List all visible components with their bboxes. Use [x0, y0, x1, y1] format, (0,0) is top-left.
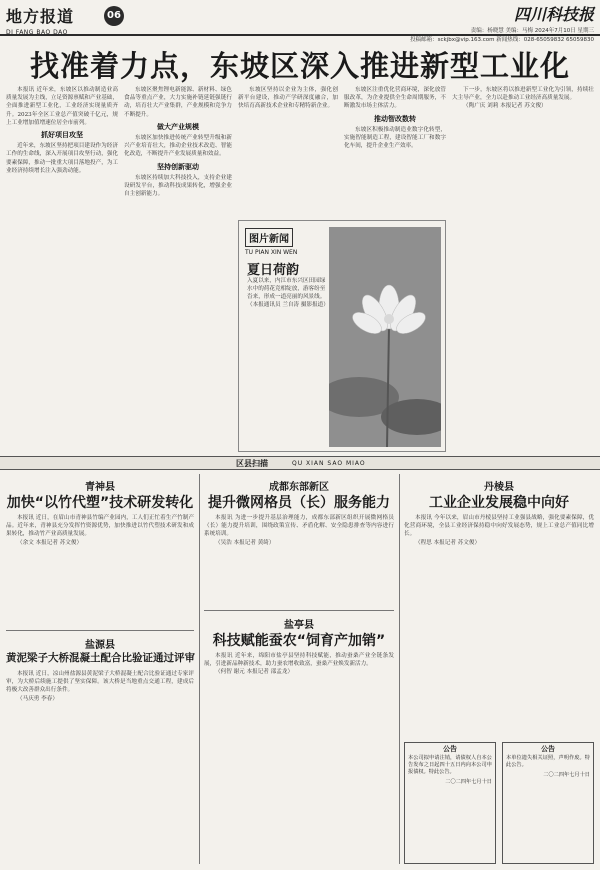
notice-title: 公告 — [541, 745, 555, 753]
lead-column-5 — [452, 86, 594, 450]
section-bar-label: 区县扫描 — [236, 459, 268, 468]
paragraph: 东坡区聚焦锂电新能源、新材料、绿色食品等重点产业，大力实施补链延链强链行动，培育壮大产业集群，产业规模和竞争力不断提升。 — [124, 87, 232, 118]
lead-column-1 — [6, 86, 118, 450]
photo-news-title-en: TU PIAN XIN WEN — [245, 249, 298, 256]
paragraph: 东坡区持续加大科技投入，支持企业建设研发平台，推动科技成果转化，增强企业自主创新能力。 — [124, 174, 232, 198]
masthead-right — [410, 2, 594, 43]
credit: （何智 谢元 本报记者 邵孟龙） — [215, 669, 294, 676]
paragraph: 东坡区注重优化营商环境，深化放管服改革，为企业提供全生命周期服务，不断激发市场主体活力。 — [344, 87, 446, 110]
paragraph: 东坡区坚持以企业为主体，强化创新平台建设，推动产学研深度融合，加快培育高新技术企业和专精特新企业。 — [238, 87, 338, 110]
section-bar — [0, 456, 600, 470]
caption-text: 入夏以来，内江市东兴区田园绿水中的荷花竞相绽放，游客纷至沓来，形成一道亮丽的风景线。 — [247, 278, 326, 300]
subheading: 坚持创新驱动 — [157, 162, 199, 171]
masthead — [0, 0, 600, 43]
subheading: 推动智改数转 — [374, 114, 416, 123]
paragraph: 近年来，东坡区坚持把项目建设作为经济工作的生命线，深入开展项目攻坚行动，强化要素保障，推动一批重大项目落地投产，为工业经济持续增长注入强劲动能。 — [6, 143, 118, 174]
credit: （吴浩 本报记者 黄绮） — [215, 539, 275, 546]
notice-footer: 二〇二四年七月十日 — [445, 779, 492, 785]
paragraph: 东坡区加快推进传统产业转型升级和新兴产业培育壮大，推动企业技术改造、智能化改造，不断提升产业发展质量和效益。 — [124, 135, 232, 158]
article-body — [6, 670, 194, 864]
article-body — [204, 652, 394, 864]
paragraph: 本报讯 今年以来，眉山市丹棱县坚持工业强县战略，强化要素保障，优化营商环境，全县工业经济保持稳中向好发展态势，规上工业总产值同比增长。 — [404, 515, 594, 538]
article-body — [204, 514, 394, 606]
photo-subtitle: 夏日荷韵 — [247, 263, 300, 278]
photo-news-header — [245, 227, 325, 256]
paragraph: 本报讯 近年来，东坡区以推动制造业高质量发展为主线，立足资源禀赋和产业基础，全面推进新型工业化，工业经济实现量质齐升。2023年全区工业总产值突破千亿元，规上工业增加值增速位居全市前列。 — [6, 87, 118, 126]
row-divider — [204, 610, 394, 611]
article-body — [6, 514, 194, 626]
paragraph: 本报讯 为进一步提升基层治理能力，成都东部新区组织开展微网格员（长）能力提升培训，围绕政策宣传、矛盾化解、安全隐患排查等内容进行系统培训。 — [204, 515, 394, 538]
row-divider — [6, 630, 194, 631]
article-title: 加快“以竹代塑”技术研发转化 — [6, 495, 194, 511]
lotus-flower-image — [329, 227, 441, 447]
article-kicker: 盐亭县 — [284, 620, 314, 631]
column-divider — [399, 474, 400, 864]
section-title-en: DI FANG BAO DAO — [6, 29, 68, 36]
section-title: 地方报道 — [6, 7, 75, 26]
article-kicker: 青神县 — [85, 482, 115, 493]
photo-news-title: 图片新闻 — [245, 228, 293, 247]
main-headline: 找准着力点，东坡区深入推进新型工业化 — [29, 49, 570, 83]
page-number: 06 — [104, 6, 124, 26]
paragraph: 本报讯 近年来，绵阳市盐亭县坚持科技赋能，推动蚕桑产业全链条发展，引进新品种新技术，助力蚕农增收致富，蚕桑产业焕发新活力。 — [204, 653, 394, 668]
credit: （马庆勇 李春） — [17, 695, 58, 702]
notice-body: 本单位遗失相关证照，声明作废。特此公告。 — [506, 755, 590, 768]
lead-column-4 — [344, 86, 446, 214]
article-body — [404, 514, 594, 736]
paragraph: 本报讯 近日，凉山州盐源县黄泥梁子大桥混凝土配合比验证通过专家评审，为大桥后续施工提供了坚实保障。该大桥是当地重点交通工程，建成后将极大改善群众出行条件。 — [6, 671, 194, 694]
article-title: 提升微网格员（长）服务能力 — [208, 495, 390, 511]
notice-body: 本公司拟申请注销，请债权人自本公告发布之日起四十五日内向本公司申报债权。特此公告。 — [408, 755, 492, 775]
credit: （余文 本报记者 苏文俊） — [17, 539, 83, 546]
section-header — [6, 4, 96, 36]
newspaper-brand: 四川科技报 — [513, 5, 594, 24]
notice-footer: 二〇二四年七月十日 — [543, 772, 590, 778]
article-title: 黄泥梁子大桥混凝土配合比验证通过评审 — [6, 652, 195, 664]
photo-news-box — [238, 220, 446, 452]
article-title: 工业企业发展稳中向好 — [429, 495, 569, 511]
notice-title: 公告 — [443, 745, 457, 753]
credit: （陶广庆 刘莉 本报记者 苏文俊） — [463, 103, 547, 110]
notice-box — [404, 742, 496, 864]
paragraph: 本报讯 近日，在眉山市青神县竹编产业园内，工人们正忙着生产竹制产品。近年来，青神县充分发挥竹资源优势，加快推进以竹代塑技术研发和成果转化，推动竹产业高质量发展。 — [6, 515, 194, 538]
credit: （程思 本报记者 苏文俊） — [415, 539, 481, 546]
article-kicker: 盐源县 — [85, 640, 115, 651]
contact-info: 投稿邮箱：sckjbx@vip.163.com 新闻热线：028-65059832 65059830 — [410, 37, 594, 43]
lead-column-3 — [238, 86, 338, 214]
paragraph: 东坡区积极推动制造业数字化转型，实施智能制造工程，建设智能工厂和数字化车间，提升企业生产效率。 — [344, 126, 446, 150]
caption-credit: （本报通讯员 兰自涛 摄影报道） — [247, 302, 329, 308]
lead-column-2 — [124, 86, 232, 450]
subheading: 做大产业规模 — [157, 122, 199, 131]
article-title: 科技赋能蚕农“饲育产加销” — [212, 633, 386, 649]
article-kicker: 成都东部新区 — [269, 482, 329, 493]
article-kicker: 丹棱县 — [484, 482, 514, 493]
photo-caption — [247, 277, 327, 309]
notice-box — [502, 742, 594, 864]
column-divider — [199, 474, 200, 864]
section-bar-label-en: QU XIAN SAO MIAO — [292, 460, 366, 467]
editor-info: 责编：杨晓慧 美编：马梅 2024年7月10日 星期三 — [470, 28, 594, 34]
lotus-photo — [329, 227, 441, 447]
subheading: 抓好项目攻坚 — [41, 131, 83, 140]
paragraph: 下一步，东坡区将以推进新型工业化为引领，持续壮大主导产业，全力以赴推动工业经济高质量发展。 — [452, 87, 594, 102]
